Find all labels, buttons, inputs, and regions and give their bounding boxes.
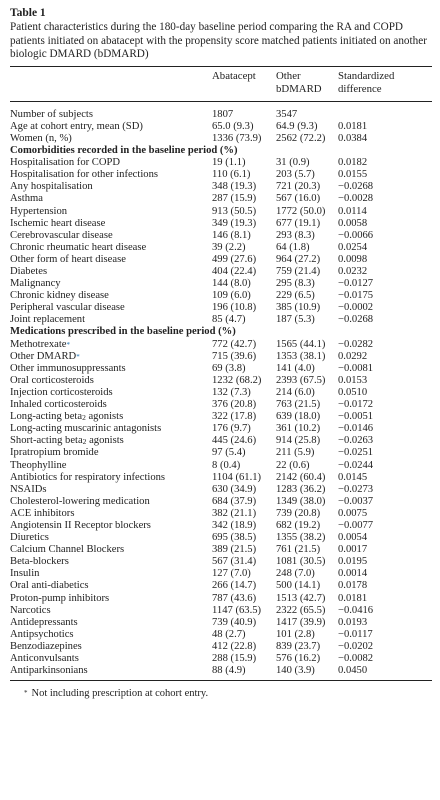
row-label (10, 387, 212, 399)
row-label-text: Number of subjects (10, 108, 93, 120)
std-difference-value: −0.0282 (338, 338, 374, 350)
std-difference-value: 0.0014 (338, 568, 368, 580)
row-label-text: Other form of heart disease (10, 253, 126, 265)
table-caption: Patient characteristics during the 180-day baseline period comparing the RA and COPD patients initiated on abatacept with the propensity score matched patients initiated on another biologic DMARD (bDMARD) (10, 21, 427, 61)
row-label (10, 351, 212, 363)
other-bdmard-value: 721 (20.3) (276, 181, 321, 193)
table-body (10, 109, 432, 677)
row-label (10, 266, 212, 278)
other-bdmard-value: 101 (2.8) (276, 628, 315, 640)
row-label-text: Angiotensin II Receptor blockers (10, 519, 151, 531)
other-bdmard-value: 914 (25.8) (276, 435, 321, 447)
std-difference-value: 0.0058 (338, 217, 368, 229)
std-difference-value: 0.0510 (338, 386, 368, 398)
table-row (10, 617, 432, 629)
header-blank (10, 70, 212, 97)
abatacept-value: 913 (50.5) (212, 205, 257, 217)
other-bdmard-value: 229 (6.5) (276, 290, 315, 302)
std-difference-value: −0.0117 (338, 628, 373, 640)
table-row (10, 254, 432, 266)
row-label-text: Cerebrovascular disease (10, 229, 113, 241)
section-heading: Medications prescribed in the baseline period (%) (10, 326, 236, 338)
abatacept-value: 349 (19.3) (212, 217, 257, 229)
abatacept-value: 110 (6.1) (212, 169, 251, 181)
table-row (10, 532, 432, 544)
std-difference-value: 0.0054 (338, 532, 368, 544)
row-label (10, 278, 212, 290)
abatacept-value: 342 (18.9) (212, 519, 257, 531)
std-difference-value: −0.0002 (338, 302, 374, 314)
row-label-text: Chronic rheumatic heart disease (10, 241, 147, 253)
table-row (10, 411, 432, 423)
std-difference-value: −0.0175 (338, 290, 374, 302)
other-bdmard-value: 576 (16.2) (276, 653, 321, 664)
abatacept-value: 376 (20.8) (212, 399, 257, 411)
row-label-text: Narcotics (10, 604, 51, 616)
row-label-text: Injection corticosteroids (10, 386, 113, 398)
row-label-text: Diabetes (10, 266, 48, 277)
row-label-text: Long-acting muscarinic antagonists (10, 423, 162, 435)
row-label (10, 484, 212, 496)
std-difference-value: −0.0082 (338, 653, 374, 664)
row-label (10, 399, 212, 411)
abatacept-value: 48 (2.7) (212, 628, 246, 640)
row-label (10, 423, 212, 435)
other-bdmard-value: 2562 (72.2) (276, 132, 326, 144)
row-label-text: Oral corticosteroids (10, 374, 94, 386)
row-label-text: Proton-pump inhibitors (10, 592, 110, 604)
row-label (10, 447, 212, 459)
row-label (10, 629, 212, 641)
other-bdmard-value: 22 (0.6) (276, 459, 310, 471)
table-row (10, 109, 432, 121)
row-label-text: Diuretics (10, 532, 49, 544)
std-difference-value: −0.0263 (338, 435, 374, 447)
table-row (10, 169, 432, 181)
table-row (10, 460, 432, 472)
abatacept-value: 39 (2.2) (212, 241, 246, 253)
std-difference-value: −0.0066 (338, 229, 374, 241)
abatacept-value: 445 (24.6) (212, 435, 257, 447)
row-label (10, 375, 212, 387)
table-row (10, 520, 432, 532)
std-difference-value: 0.0017 (338, 544, 368, 556)
abatacept-value: 146 (8.1) (212, 229, 251, 241)
row-label-text: Cholesterol-lowering medication (10, 495, 150, 507)
row-label-text: Ischemic heart disease (10, 217, 106, 229)
other-bdmard-value: 31 (0.9) (276, 157, 310, 169)
std-difference-value: −0.0081 (338, 362, 374, 374)
table-header (10, 67, 432, 101)
other-bdmard-value: 64.9 (9.3) (276, 120, 318, 132)
other-bdmard-value: 763 (21.5) (276, 399, 321, 411)
abatacept-value: 1807 (212, 108, 234, 120)
other-bdmard-value: 203 (5.7) (276, 169, 315, 181)
abatacept-value: 715 (39.6) (212, 350, 257, 362)
row-label (10, 435, 212, 447)
std-difference-value: −0.0146 (338, 423, 374, 435)
table-row (10, 423, 432, 435)
abatacept-value: 1104 (61.1) (212, 471, 262, 483)
row-label (10, 496, 212, 508)
row-label-text: Antiparkinsonians (10, 665, 88, 677)
other-bdmard-value: 739 (20.8) (276, 507, 321, 519)
std-difference-value: −0.0172 (338, 399, 374, 411)
row-label-text: Beta-blockers (10, 556, 69, 568)
std-difference-value: 0.0114 (338, 205, 367, 217)
abatacept-value: 109 (6.0) (212, 290, 251, 302)
table-row (10, 665, 432, 677)
row-label-text: Antidepressants (10, 616, 78, 628)
table-row (10, 206, 432, 218)
row-label-text: Chronic kidney disease (10, 290, 109, 302)
std-difference-value: −0.0244 (338, 459, 374, 471)
row-label-text: Age at cohort entry, mean (SD) (10, 120, 143, 132)
other-bdmard-value: 1772 (50.0) (276, 205, 326, 217)
other-bdmard-value: 140 (3.9) (276, 665, 315, 677)
table-row (10, 339, 432, 351)
table-row (10, 181, 432, 193)
std-difference-value: −0.0028 (338, 193, 374, 205)
table-label: Table 1 (10, 7, 46, 19)
row-label-text: Theophylline (10, 459, 67, 471)
abatacept-value: 630 (34.9) (212, 483, 257, 495)
row-label-text: Inhaled corticosteroids (10, 399, 107, 411)
other-bdmard-value: 2322 (65.5) (276, 604, 326, 616)
table-row (10, 556, 432, 568)
row-label (10, 508, 212, 520)
table-row (10, 580, 432, 592)
std-difference-value: 0.0155 (338, 169, 368, 181)
abatacept-value: 8 (0.4) (212, 459, 241, 471)
other-bdmard-value: 1353 (38.1) (276, 350, 326, 362)
std-difference-value: −0.0077 (338, 519, 374, 531)
other-bdmard-value: 361 (10.2) (276, 423, 321, 435)
row-label-tail: agonists (85, 411, 124, 423)
abatacept-value: 176 (9.7) (212, 423, 251, 435)
abatacept-value: 567 (31.4) (212, 556, 257, 568)
abatacept-value: 322 (17.8) (212, 411, 257, 423)
table-row (10, 605, 432, 617)
std-difference-value: −0.0051 (338, 411, 374, 423)
abatacept-value: 1232 (68.2) (212, 374, 262, 386)
table-row (10, 290, 432, 302)
row-label-text: Other immunosuppressants (10, 362, 126, 374)
std-difference-value: −0.0202 (338, 640, 374, 652)
abatacept-value: 69 (3.8) (212, 362, 246, 374)
abatacept-value: 65.0 (9.3) (212, 120, 254, 132)
other-bdmard-value: 964 (27.2) (276, 253, 321, 265)
other-bdmard-value: 759 (21.4) (276, 266, 321, 277)
std-difference-value: 0.0232 (338, 266, 368, 277)
row-label (10, 290, 212, 302)
row-label-text: Long-acting beta (10, 411, 83, 423)
row-label (10, 532, 212, 544)
other-bdmard-value: 639 (18.0) (276, 411, 321, 423)
header-standardized-difference: Standardized difference (338, 69, 395, 95)
row-label (10, 218, 212, 230)
abatacept-value: 499 (27.6) (212, 253, 257, 265)
row-label (10, 109, 212, 121)
table-row (10, 484, 432, 496)
row-label-text: Joint replacement (10, 314, 86, 326)
other-bdmard-value: 64 (1.8) (276, 241, 310, 253)
table-row (10, 242, 432, 254)
other-bdmard-value: 293 (8.3) (276, 229, 315, 241)
row-label (10, 314, 212, 326)
abatacept-value: 127 (7.0) (212, 568, 251, 580)
row-label-text: Other DMARD (10, 350, 77, 362)
abatacept-value: 1336 (73.9) (212, 132, 262, 144)
row-label-text: Calcium Channel Blockers (10, 544, 125, 556)
row-label (10, 363, 212, 375)
abatacept-value: 739 (40.9) (212, 616, 257, 628)
other-bdmard-value: 2393 (67.5) (276, 374, 326, 386)
subscript: 2 (82, 437, 87, 447)
std-difference-value: 0.0193 (338, 616, 368, 628)
table-row (10, 653, 432, 665)
row-label-tail: agonists (86, 435, 124, 447)
other-bdmard-value: 295 (8.3) (276, 278, 315, 290)
table-row (10, 387, 432, 399)
table-row (10, 593, 432, 605)
table-row (10, 230, 432, 242)
table-row (10, 133, 432, 145)
table-row (10, 568, 432, 580)
row-label-text: Anticonvulsants (10, 653, 79, 664)
other-bdmard-value: 1417 (39.9) (276, 616, 326, 628)
other-bdmard-value: 211 (5.9) (276, 447, 315, 459)
row-label (10, 593, 212, 605)
std-difference-value: 0.0384 (338, 132, 368, 144)
row-label-text: Peripheral vascular disease (10, 302, 125, 314)
table-row (10, 375, 432, 387)
row-label (10, 133, 212, 145)
row-label-text: Benzodiazepines (10, 640, 82, 652)
bottom-rule (10, 680, 432, 681)
abatacept-value: 382 (21.1) (212, 507, 257, 519)
other-bdmard-value: 1081 (30.5) (276, 556, 326, 568)
abatacept-value: 412 (22.8) (212, 640, 257, 652)
row-label (10, 556, 212, 568)
std-difference-value: 0.0182 (338, 157, 368, 169)
row-label (10, 653, 212, 665)
table-row (10, 193, 432, 205)
table-row (10, 447, 432, 459)
std-difference-value: −0.0251 (338, 447, 374, 459)
abatacept-value: 772 (42.7) (212, 338, 257, 350)
row-label-text: Asthma (10, 193, 43, 205)
abatacept-value: 684 (37.9) (212, 495, 257, 507)
std-difference-value: −0.0268 (338, 314, 374, 326)
row-label (10, 181, 212, 193)
row-label (10, 121, 212, 133)
abatacept-value: 695 (38.5) (212, 532, 257, 544)
abatacept-value: 389 (21.5) (212, 544, 257, 556)
table-row (10, 314, 432, 326)
table-row (10, 278, 432, 290)
row-label-text: Antibiotics for respiratory infections (10, 471, 166, 483)
row-label (10, 206, 212, 218)
other-bdmard-value: 1349 (38.0) (276, 495, 326, 507)
abatacept-value: 348 (19.3) (212, 181, 257, 193)
footnote-link[interactable]: * (66, 340, 70, 349)
other-bdmard-value: 187 (5.3) (276, 314, 315, 326)
table-row (10, 121, 432, 133)
other-bdmard-value: 2142 (60.4) (276, 471, 326, 483)
other-bdmard-value: 682 (19.2) (276, 519, 321, 531)
other-bdmard-value: 141 (4.0) (276, 362, 315, 374)
abatacept-value: 287 (15.9) (212, 193, 257, 205)
table-row (10, 363, 432, 375)
std-difference-value: 0.0181 (338, 592, 368, 604)
footnote-text: Not including prescription at cohort entry. (31, 688, 209, 700)
table-row (10, 496, 432, 508)
table-row (10, 629, 432, 641)
std-difference-value: 0.0145 (338, 471, 368, 483)
std-difference-value: 0.0195 (338, 556, 368, 568)
row-label-text: Ipratropium bromide (10, 447, 99, 459)
table-row (10, 472, 432, 484)
row-label-text: ACE inhibitors (10, 507, 75, 519)
std-difference-value: −0.0037 (338, 495, 374, 507)
other-bdmard-value: 385 (10.9) (276, 302, 321, 314)
row-label-text: Antipsychotics (10, 628, 74, 640)
row-label (10, 302, 212, 314)
other-bdmard-value: 1513 (42.7) (276, 592, 326, 604)
abatacept-value: 88 (4.9) (212, 665, 246, 677)
row-label (10, 460, 212, 472)
header-other-bdmard: Other bDMARD (276, 69, 322, 95)
row-label-text: Short-acting beta (10, 435, 83, 447)
std-difference-value: −0.0127 (338, 278, 374, 290)
row-label (10, 568, 212, 580)
row-label (10, 665, 212, 677)
std-difference-value: −0.0416 (338, 604, 374, 616)
other-bdmard-value: 839 (23.7) (276, 640, 321, 652)
row-label-text: Insulin (10, 568, 40, 580)
table-row (10, 544, 432, 556)
row-label (10, 544, 212, 556)
row-label (10, 617, 212, 629)
row-label-text: Oral anti-diabetics (10, 580, 89, 592)
abatacept-value: 85 (4.7) (212, 314, 246, 326)
table-row (10, 266, 432, 278)
std-difference-value: 0.0178 (338, 580, 368, 592)
footnote-mark: * (24, 689, 28, 698)
table-row (10, 399, 432, 411)
footnote-link[interactable]: * (76, 352, 80, 361)
table-row (10, 508, 432, 520)
other-bdmard-value: 1565 (44.1) (276, 338, 326, 350)
row-label (10, 230, 212, 242)
std-difference-value: 0.0181 (338, 120, 368, 132)
subscript: 2 (82, 413, 86, 423)
table-row (10, 157, 432, 169)
std-difference-value: −0.0268 (338, 181, 374, 193)
row-label (10, 605, 212, 617)
row-label (10, 193, 212, 205)
other-bdmard-value: 1283 (36.2) (276, 483, 326, 495)
other-bdmard-value: 567 (16.0) (276, 193, 321, 205)
other-bdmard-value: 677 (19.1) (276, 217, 321, 229)
row-label-text: Malignancy (10, 278, 61, 290)
row-label (10, 339, 212, 351)
std-difference-value: 0.0450 (338, 665, 368, 677)
row-label (10, 242, 212, 254)
table-row (10, 641, 432, 653)
abatacept-value: 196 (10.8) (212, 302, 257, 314)
other-bdmard-value: 761 (21.5) (276, 544, 321, 556)
row-label (10, 411, 212, 423)
table-row (10, 218, 432, 230)
std-difference-value: 0.0075 (338, 507, 368, 519)
abatacept-value: 132 (7.3) (212, 386, 251, 398)
row-label-text: Women (n, %) (10, 132, 72, 144)
abatacept-value: 97 (5.4) (212, 447, 246, 459)
footnote (10, 687, 432, 700)
abatacept-value: 266 (14.7) (212, 580, 257, 592)
std-difference-value: −0.0273 (338, 483, 374, 495)
std-difference-value: 0.0153 (338, 374, 368, 386)
std-difference-value: 0.0254 (338, 241, 368, 253)
table-row (10, 302, 432, 314)
abatacept-value: 19 (1.1) (212, 157, 246, 169)
abatacept-value: 144 (8.0) (212, 278, 251, 290)
row-label-text: NSAIDs (10, 483, 47, 495)
other-bdmard-value: 214 (6.0) (276, 386, 315, 398)
std-difference-value: 0.0098 (338, 253, 368, 265)
std-difference-value: 0.0292 (338, 350, 368, 362)
table-row (10, 351, 432, 363)
header-abatacept: Abatacept (212, 69, 256, 82)
other-bdmard-value: 1355 (38.2) (276, 532, 326, 544)
row-label (10, 169, 212, 181)
abatacept-value: 787 (43.6) (212, 592, 257, 604)
abatacept-value: 1147 (63.5) (212, 604, 262, 616)
abatacept-value: 288 (15.9) (212, 653, 257, 664)
row-label-text: Hospitalisation for COPD (10, 157, 121, 169)
other-bdmard-value: 3547 (276, 108, 298, 120)
table-row (10, 435, 432, 447)
row-label-text: Hypertension (10, 205, 68, 217)
abatacept-value: 404 (22.4) (212, 266, 257, 277)
row-label-text: Hospitalisation for other infections (10, 169, 158, 181)
row-label (10, 157, 212, 169)
other-bdmard-value: 500 (14.1) (276, 580, 321, 592)
row-label (10, 472, 212, 484)
row-label (10, 254, 212, 266)
row-label-text: Any hospitalisation (10, 181, 93, 193)
section-heading: Comorbidities recorded in the baseline period (%) (10, 145, 238, 157)
row-label (10, 580, 212, 592)
std-difference-value (338, 109, 432, 121)
row-label (10, 641, 212, 653)
other-bdmard-value: 248 (7.0) (276, 568, 315, 580)
row-label (10, 520, 212, 532)
row-label-text: Methotrexate (10, 338, 67, 350)
